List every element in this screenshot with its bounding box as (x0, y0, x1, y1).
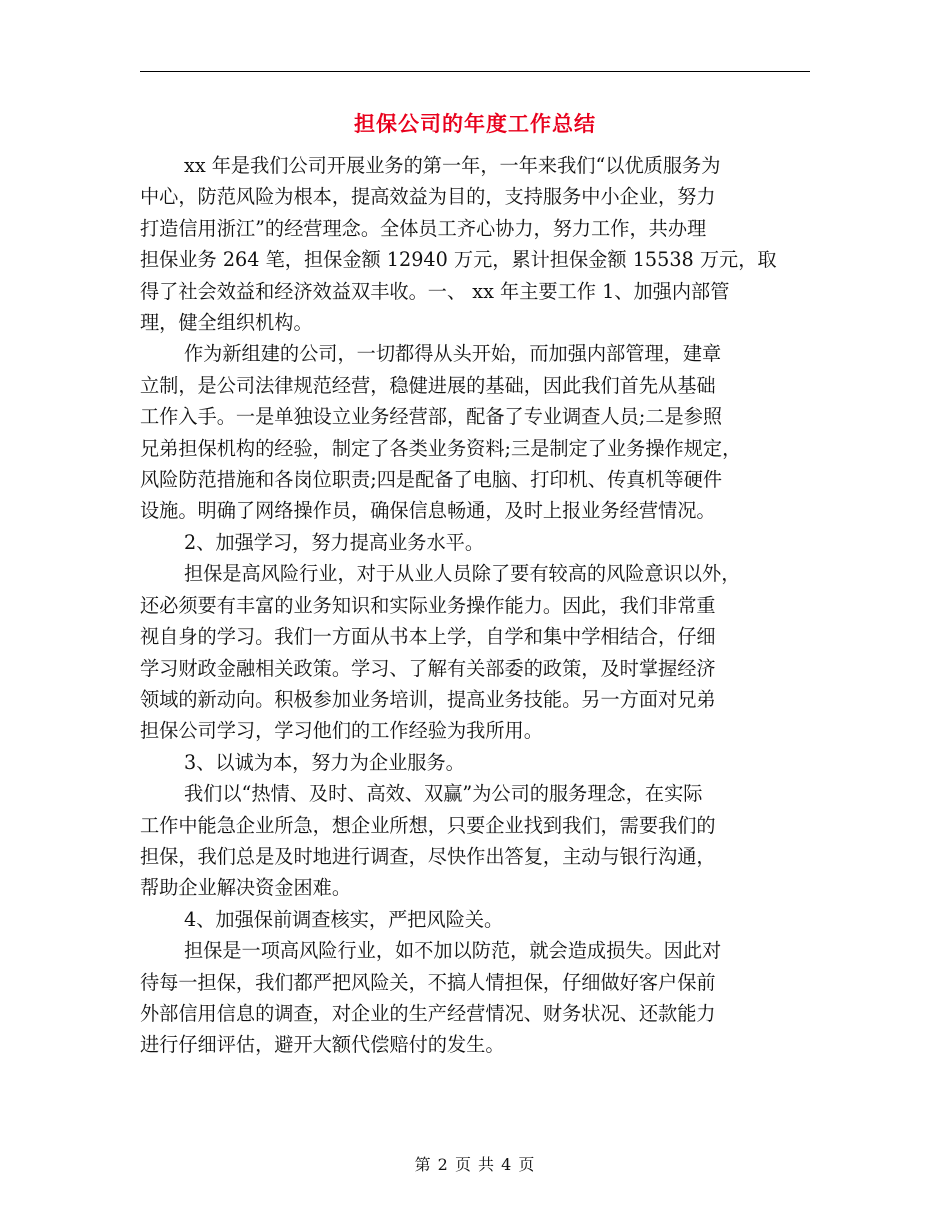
body-line: 立制，是公司法律规范经营，稳健进展的基础，因此我们首先从基础 (140, 373, 716, 397)
body-line: 学习财政金融相关政策。学习、了解有关部委的政策，及时掌握经济 (140, 656, 716, 680)
body-line: 帮助企业解决资金困难。 (140, 876, 352, 900)
document-body (140, 150, 812, 1061)
body-line: 领域的新动向。积极参加业务培训，提高业务技能。另一方面对兄弟 (140, 687, 716, 711)
body-line: xx 年是我们公司开展业务的第一年，一年来我们“以优质服务为 (184, 154, 721, 177)
body-line: 担保是高风险行业，对于从业人员除了要有较高的风险意识以外， (184, 562, 741, 586)
body-line: 作为新组建的公司，一切都得从头开始，而加强内部管理，建章 (184, 342, 722, 366)
body-line: 中心，防范风险为根本，提高效益为目的，支持服务中小企业，努力 (140, 185, 716, 209)
body-line: 视自身的学习。我们一方面从书本上学，自学和集中学相结合，仔细 (140, 625, 716, 649)
document-title: 担保公司的年度工作总结 (354, 112, 596, 136)
body-line: 2、加强学习，努力提高业务水平。 (184, 530, 485, 554)
header-rule (140, 71, 810, 72)
body-line: 担保业务 264 笔，担保金额 12940 万元，累计担保金额 15538 万元，取 (140, 248, 777, 272)
body-line: 3、以诚为本，努力为企业服务。 (184, 750, 465, 774)
body-line: 待每一担保，我们都严把风险关，不搞人情担保，仔细做好客户保前 (140, 970, 716, 994)
page-number: 第 2 页 共 4 页 (414, 1155, 536, 1174)
body-line: 工作中能急企业所急，想企业所想，只要企业找到我们，需要我们的 (140, 813, 716, 837)
body-line: 我们以“热情、及时、高效、双赢”为公司的服务理念，在实际 (184, 782, 703, 806)
body-line: 担保，我们总是及时地进行调查，尽快作出答复，主动与银行沟通， (140, 844, 716, 868)
body-line: 4、加强保前调查核实，严把风险关。 (184, 907, 504, 931)
body-line: 风险防范措施和各岗位职责;四是配备了电脑、打印机、传真机等硬件 (140, 468, 723, 492)
body-line: 得了社会效益和经济效益双丰收。一、 xx 年主要工作 1、加强内部管 (140, 279, 730, 303)
body-line: 进行仔细评估，避开大额代偿赔付的发生。 (140, 1033, 505, 1057)
body-line: 工作入手。一是单独设立业务经营部，配备了专业调查人员;二是参照 (140, 405, 723, 429)
body-line: 外部信用信息的调查，对企业的生产经营情况、财务状况、还款能力 (140, 1001, 716, 1025)
body-line: 兄弟担保机构的经验，制定了各类业务资料;三是制定了业务操作规定， (140, 436, 742, 460)
body-line: 理，健全组织机构。 (140, 311, 313, 335)
body-line: 担保是一项高风险行业，如不加以防范，就会造成损失。因此对 (184, 939, 722, 963)
body-line: 设施。明确了网络操作员，确保信息畅通，及时上报业务经营情况。 (140, 499, 716, 523)
body-line: 还必须要有丰富的业务知识和实际业务操作能力。因此，我们非常重 (140, 593, 716, 617)
body-line: 担保公司学习，学习他们的工作经验为我所用。 (140, 719, 543, 743)
body-line: 打造信用浙江”的经营理念。全体员工齐心协力，努力工作，共办理 (140, 216, 707, 240)
